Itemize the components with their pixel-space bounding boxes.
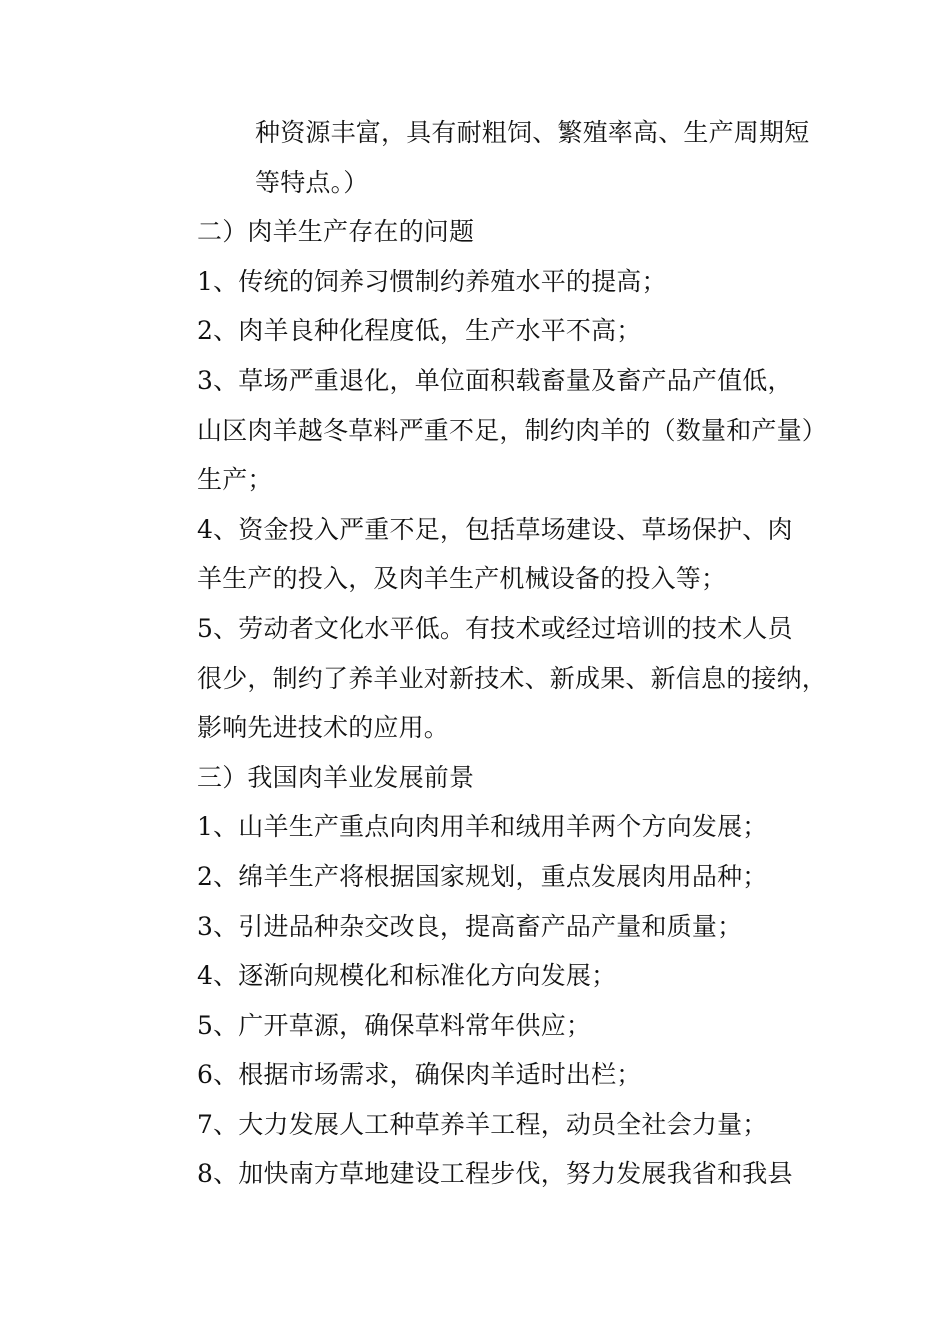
list-item: 3、草场严重退化，单位面积载畜量及畜产品产值低， — [197, 365, 793, 395]
list-item: 1、传统的饲养习惯制约养殖水平的提高； — [197, 266, 667, 296]
list-item: 4、逐渐向规模化和标准化方向发展； — [197, 961, 617, 991]
list-item: 7、大力发展人工种草养羊工程，动员全社会力量； — [197, 1109, 768, 1139]
list-item: 2、肉羊良种化程度低，生产水平不高； — [197, 316, 642, 346]
section-heading: 二）肉羊生产存在的问题 — [197, 217, 475, 247]
list-item-continuation: 影响先进技术的应用。 — [197, 713, 450, 743]
paragraph-line: 种资源丰富，具有耐粗饲、繁殖率高、生产周期短 — [255, 118, 810, 147]
list-item-continuation: 山区肉羊越冬草料严重不足，制约肉羊的（数量和产量） — [197, 415, 828, 445]
list-item: 5、劳动者文化水平低。有技术或经过培训的技术人员 — [197, 613, 793, 643]
document-body — [197, 108, 828, 1199]
section-heading: 三）我国肉羊业发展前景 — [197, 762, 475, 792]
list-item: 2、绵羊生产将根据国家规划，重点发展肉用品种； — [197, 861, 768, 891]
list-item: 4、资金投入严重不足，包括草场建设、草场保护、肉 — [197, 514, 793, 544]
list-item: 8、加快南方草地建设工程步伐，努力发展我省和我县 — [197, 1159, 793, 1189]
list-item: 1、山羊生产重点向肉用羊和绒用羊两个方向发展； — [197, 812, 768, 842]
list-item-continuation: 羊生产的投入，及肉羊生产机械设备的投入等； — [197, 564, 727, 594]
list-item-continuation: 生产； — [197, 465, 273, 495]
list-item-continuation: 很少，制约了养羊业对新技术、新成果、新信息的接纳， — [197, 663, 828, 693]
paragraph-line: 等特点。） — [255, 167, 369, 197]
list-item: 6、根据市场需求，确保肉羊适时出栏； — [197, 1060, 642, 1090]
list-item: 3、引进品种杂交改良，提高畜产品产量和质量； — [197, 911, 743, 941]
list-item: 5、广开草源，确保草料常年供应； — [197, 1010, 592, 1040]
